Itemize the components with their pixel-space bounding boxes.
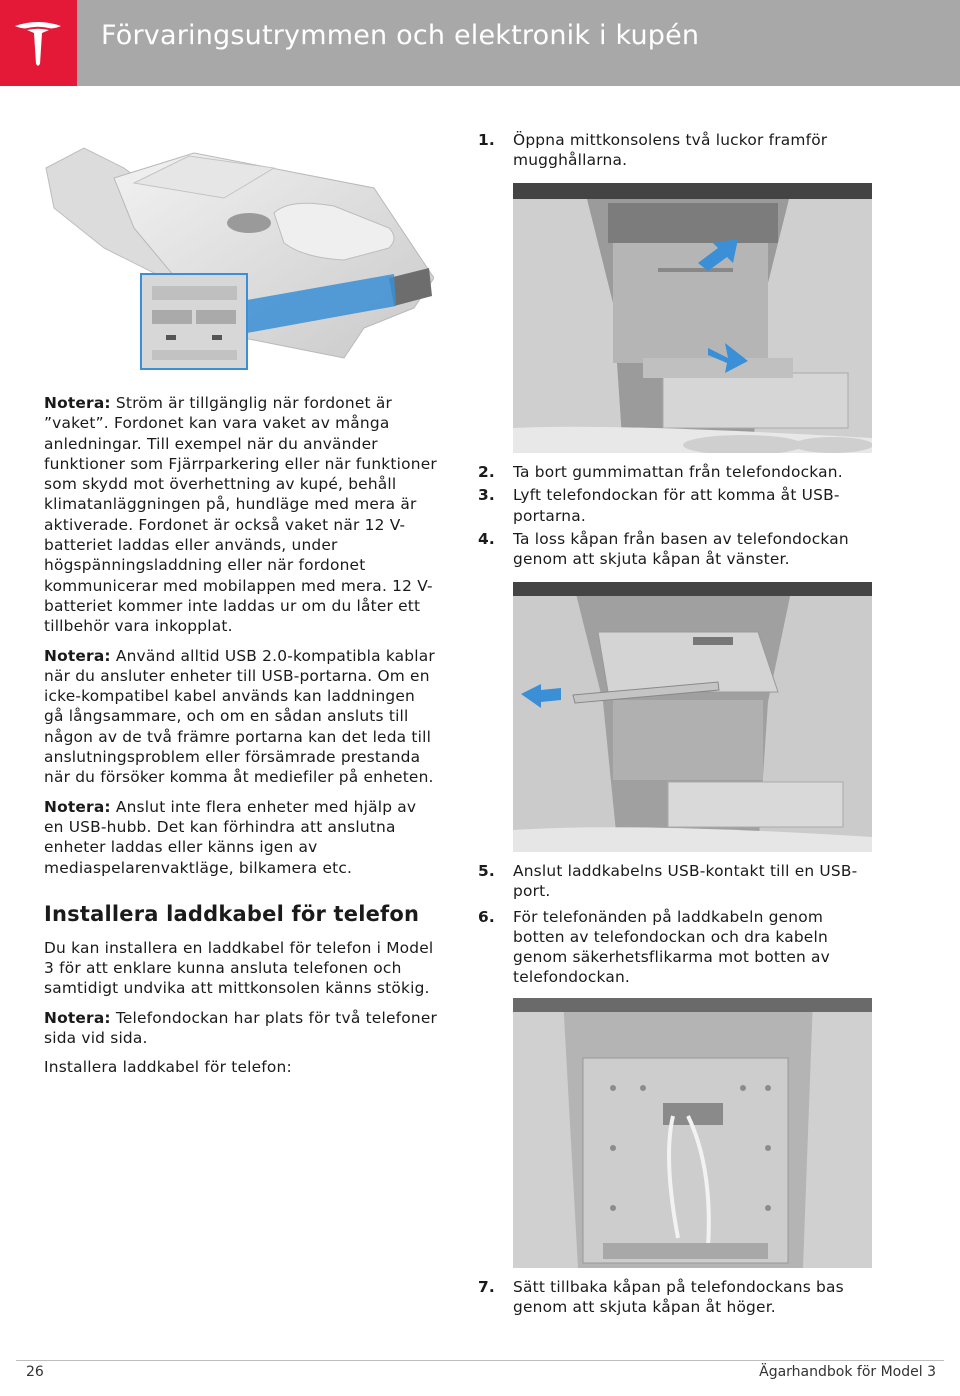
figure-console-usb — [44, 128, 434, 376]
step-1: 1. Öppna mittkonsolens två luckor framför mugghållarna. — [478, 131, 828, 170]
page-number: 26 — [26, 1364, 44, 1380]
steps-5-6 — [478, 861, 874, 988]
figure-slide-cover — [513, 582, 872, 852]
right-column — [478, 130, 874, 171]
page-title: Förvaringsutrymmen och elektronik i kupén — [101, 20, 700, 51]
step-6: 6. För telefonänden på laddkabeln genom botten av telefondockan och dra kabeln genom säkerhetsflikarma mot botten av telefondockan. — [478, 907, 830, 987]
figure-route-cable — [513, 998, 872, 1268]
procedure-lead: Installera laddkabel för telefon: — [44, 1058, 292, 1077]
note-power: Notera: Ström är tillgänglig när fordonet är ”vaket”. Fordonet kan vara vaket av många anledningar. Till exempel när du använder funktioner som Fjärrparkering eller när funktioner som skydd mot överhettning av kupé, behåll klimatanläggningen på, hundläge med mera är aktiverade. Fordonet är också vaket när 12 V-batteriet laddas eller används, under högspänningsladdning eller när fordonet kommunicerar med mobilappen med mera. 12 V-batteriet kommer inte laddas ur om du låter ett tillbehör vara inkopplat. — [44, 394, 437, 636]
step-5: 5. Anslut laddkabelns USB-kontakt till en USB-port. — [478, 862, 858, 901]
footer-divider — [16, 1360, 944, 1361]
note-usb-cables: Notera: Använd alltid USB 2.0-kompatibla kablar när du ansluter enheter till USB-portarna. Om en icke-kompatibel kabel används kan laddningen gå långsammare, och om en sådan ansluts till någon av de två främre portarna kan det leda till anslutningsproblem eller försämrade prestanda när du försöker komma åt mediefiler på enheten. — [44, 646, 435, 787]
step-3: 3. Lyft telefondockan för att komma åt USB-portarna. — [478, 486, 840, 525]
step-4: 4. Ta loss kåpan från basen av telefondockan genom att skjuta kåpan åt vänster. — [478, 529, 849, 569]
section-heading: Installera laddkabel för telefon — [44, 901, 420, 926]
intro-paragraph: Du kan installera en laddkabel för telefon i Model 3 för att enklare kunna ansluta telefonen och samtidigt undvika att mittkonsolen känns stökig. — [44, 938, 434, 998]
step-2: 2. Ta bort gummimattan från telefondockan. — [478, 463, 843, 481]
book-title: Ägarhandbok för Model 3 — [759, 1364, 936, 1380]
left-column — [44, 393, 438, 1087]
page-header — [0, 0, 960, 86]
note-usb-hub: Notera: Anslut inte flera enheter med hjälp av en USB-hubb. Det kan förhindra att anslutna enheter laddas eller känns igen av mediaspelarenvaktläge, bilkamera etc. — [44, 797, 417, 877]
tesla-logo-icon — [13, 20, 63, 66]
note-phone-dock: Notera: Telefondockan har plats för två telefoner sida vid sida. — [44, 1008, 438, 1048]
step-7-block — [478, 1277, 874, 1318]
figure-open-doors — [513, 183, 872, 453]
tesla-logo — [0, 0, 77, 86]
step-7: 7. Sätt tillbaka kåpan på telefondockans bas genom att skjuta kåpan åt höger. — [478, 1278, 844, 1317]
steps-2-4 — [478, 462, 874, 569]
